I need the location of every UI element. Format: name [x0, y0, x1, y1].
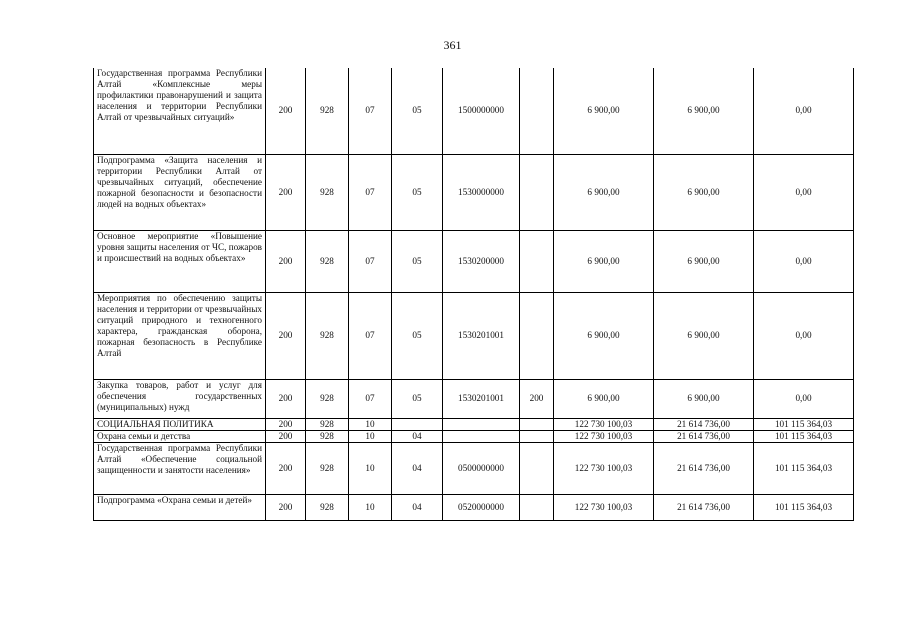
row-amount-2: 6 900,00 [654, 68, 754, 154]
page-number: 361 [443, 38, 462, 52]
row-name: Охрана семьи и детства [94, 430, 266, 442]
row-code-4: 04 [392, 494, 443, 520]
row-code-6 [520, 292, 554, 379]
row-code-1: 200 [266, 154, 306, 230]
row-amount-2: 21 614 736,00 [654, 442, 754, 494]
row-code-4: 04 [392, 442, 443, 494]
row-name: Подпрограмма «Охрана семьи и детей» [94, 494, 266, 520]
row-code-6 [520, 154, 554, 230]
table-row [94, 430, 854, 442]
row-amount-1: 6 900,00 [554, 292, 654, 379]
table-row [94, 418, 854, 430]
row-amount-2: 21 614 736,00 [654, 430, 754, 442]
row-code-3: 07 [349, 68, 392, 154]
row-amount-2: 6 900,00 [654, 379, 754, 418]
row-amount-3: 101 115 364,03 [754, 418, 854, 430]
row-amount-1: 6 900,00 [554, 154, 654, 230]
row-code-6 [520, 442, 554, 494]
row-code-6 [520, 68, 554, 154]
table-row [94, 292, 854, 379]
row-name: Подпрограмма «Защита населения и территории Республики Алтай от чрезвычайных ситуаций, обеспечение пожарной безопасности и безопасности людей на водных объектах» [94, 154, 266, 230]
row-amount-3: 101 115 364,03 [754, 442, 854, 494]
row-code-3: 10 [349, 494, 392, 520]
row-code-1: 200 [266, 418, 306, 430]
row-amount-3: 0,00 [754, 379, 854, 418]
row-code-3: 10 [349, 442, 392, 494]
table-row [94, 154, 854, 230]
row-code-5 [443, 418, 520, 430]
row-code-3: 10 [349, 418, 392, 430]
row-code-2: 928 [306, 230, 349, 292]
row-code-5: 1530200000 [443, 230, 520, 292]
row-code-5: 1530000000 [443, 154, 520, 230]
row-code-1: 200 [266, 494, 306, 520]
row-code-5 [443, 430, 520, 442]
budget-table [93, 68, 854, 521]
row-amount-1: 122 730 100,03 [554, 430, 654, 442]
row-code-2: 928 [306, 418, 349, 430]
row-code-4: 05 [392, 154, 443, 230]
table-row [94, 442, 854, 494]
row-code-1: 200 [266, 292, 306, 379]
row-amount-1: 122 730 100,03 [554, 418, 654, 430]
row-amount-3: 101 115 364,03 [754, 430, 854, 442]
row-code-5: 0500000000 [443, 442, 520, 494]
row-amount-1: 6 900,00 [554, 379, 654, 418]
row-code-2: 928 [306, 430, 349, 442]
row-amount-2: 21 614 736,00 [654, 418, 754, 430]
row-code-3: 07 [349, 154, 392, 230]
row-code-5: 1530201001 [443, 379, 520, 418]
row-code-3: 07 [349, 292, 392, 379]
table-row [94, 494, 854, 520]
row-code-4: 05 [392, 230, 443, 292]
row-code-6: 200 [520, 379, 554, 418]
row-amount-1: 122 730 100,03 [554, 442, 654, 494]
row-code-6 [520, 430, 554, 442]
row-code-2: 928 [306, 442, 349, 494]
row-name: Закупка товаров, работ и услуг для обеспечения государственных (муниципальных) нужд [94, 379, 266, 418]
row-amount-1: 6 900,00 [554, 68, 654, 154]
row-code-1: 200 [266, 430, 306, 442]
row-amount-1: 6 900,00 [554, 230, 654, 292]
row-code-2: 928 [306, 292, 349, 379]
row-code-6 [520, 230, 554, 292]
row-code-4: 05 [392, 379, 443, 418]
row-code-3: 07 [349, 230, 392, 292]
row-code-1: 200 [266, 379, 306, 418]
row-amount-2: 6 900,00 [654, 154, 754, 230]
row-amount-3: 0,00 [754, 154, 854, 230]
row-amount-2: 6 900,00 [654, 230, 754, 292]
row-code-3: 07 [349, 379, 392, 418]
row-amount-3: 101 115 364,03 [754, 494, 854, 520]
row-code-2: 928 [306, 68, 349, 154]
table-row [94, 230, 854, 292]
row-amount-1: 122 730 100,03 [554, 494, 654, 520]
row-code-5: 1530201001 [443, 292, 520, 379]
row-code-2: 928 [306, 494, 349, 520]
row-code-5: 0520000000 [443, 494, 520, 520]
budget-table-body [94, 68, 854, 520]
row-amount-2: 6 900,00 [654, 292, 754, 379]
row-code-2: 928 [306, 379, 349, 418]
row-code-1: 200 [266, 442, 306, 494]
table-row [94, 68, 854, 154]
row-code-4: 04 [392, 430, 443, 442]
row-amount-3: 0,00 [754, 230, 854, 292]
row-code-2: 928 [306, 154, 349, 230]
row-code-4: 05 [392, 292, 443, 379]
row-code-1: 200 [266, 68, 306, 154]
row-code-4: 05 [392, 68, 443, 154]
row-name: Государственная программа Республики Алтай «Обеспечение социальной защищенности и занятости населения» [94, 442, 266, 494]
row-code-6 [520, 418, 554, 430]
row-code-6 [520, 494, 554, 520]
row-amount-3: 0,00 [754, 68, 854, 154]
row-name: СОЦИАЛЬНАЯ ПОЛИТИКА [94, 418, 266, 430]
row-code-5: 1500000000 [443, 68, 520, 154]
row-name: Государственная программа Республики Алтай «Комплексные меры профилактики правонарушений и защита населения и территории Республики Алтай от чрезвычайных ситуаций» [94, 68, 266, 154]
row-amount-2: 21 614 736,00 [654, 494, 754, 520]
row-amount-3: 0,00 [754, 292, 854, 379]
row-code-1: 200 [266, 230, 306, 292]
row-code-4 [392, 418, 443, 430]
row-code-3: 10 [349, 430, 392, 442]
table-row [94, 379, 854, 418]
row-name: Основное мероприятие «Повышение уровня защиты населения от ЧС, пожаров и происшествий на водных объектах» [94, 230, 266, 292]
row-name: Мероприятия по обеспечению защиты населения и территории от чрезвычайных ситуаций природного и техногенного характера, гражданская оборона, пожарная безопасность в Республике Алтай [94, 292, 266, 379]
